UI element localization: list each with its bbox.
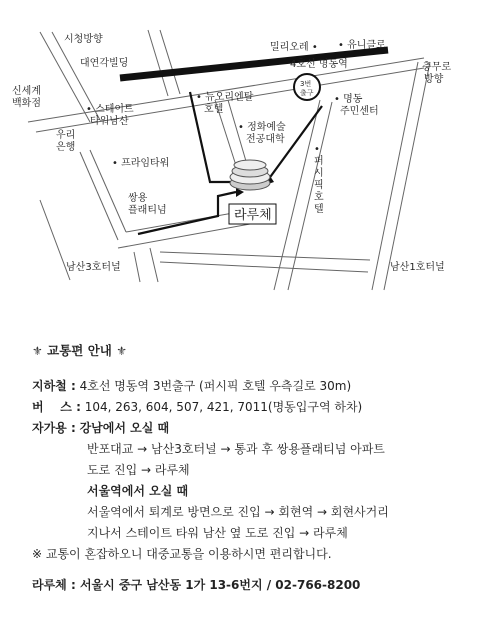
subway-text: 4호선 명동역 3번출구 (퍼시픽 호텔 우측길로 30m) (79, 379, 352, 393)
chungmuro-label: 충무로 (422, 62, 451, 73)
namsan1-label: 남산1호터널 (390, 262, 445, 273)
svg-text:호: 호 (314, 192, 324, 203)
chungmuro-label-2: 방향 (424, 74, 444, 85)
svg-text:퍼: 퍼 (314, 156, 324, 167)
seoul-line1: 서울역에서 퇴계로 방면으로 진입 → 회현역 → 회현사거리 (87, 505, 389, 519)
woori-label-2: 은행 (56, 142, 76, 153)
jeonghwa-label-2: 전공대학 (246, 134, 285, 145)
new-orient-label: • 뉴오리엔탈 (196, 92, 254, 103)
address-label: 라루체 : (32, 578, 76, 592)
fleur-icon: ⚜ (32, 344, 43, 358)
exit3-label-b: 출구 (300, 89, 314, 97)
prime-tower-label: • 프라임타워 (112, 158, 170, 169)
directions-header (32, 340, 472, 362)
state-tower-label: • 스테이트 (86, 104, 134, 115)
bus-row (32, 397, 472, 418)
myeongdong-center-label: • 명동 (334, 94, 363, 105)
bus-label: 버 스 : (32, 400, 81, 414)
gangnam-heading: 강남에서 오실 때 (79, 421, 170, 435)
myeongdong-center-label-2: 주민센터 (340, 106, 379, 117)
subway-label: 지하철 : (32, 379, 76, 393)
namsan3-label: 남산3호터널 (66, 262, 121, 273)
jeonghwa-label: • 정화예술 (238, 122, 286, 133)
seoul-line2: 지나서 스테이트 타워 남산 옆 도로 진입 → 라루체 (87, 526, 348, 540)
svg-text:픽: 픽 (314, 180, 324, 191)
bus-text: 104, 263, 604, 507, 421, 7011(명동입구역 하차) (84, 400, 363, 414)
millioré-label: 밀리오레 • (270, 42, 318, 53)
larouche-label: 라루체 (234, 208, 272, 223)
gangnam-line1: 반포대교 → 남산3호터널 → 통과 후 쌍용플래티넘 아파트 (87, 442, 385, 456)
car-label: 자가용 : (32, 421, 76, 435)
directions-title: 교통편 안내 (47, 343, 112, 358)
shinsegae-label-2: 백화점 (12, 98, 41, 109)
pacific-hotel-label (314, 144, 324, 215)
state-tower-label-2: 타워남산 (90, 116, 129, 127)
new-orient-label-2: 호텔 (204, 104, 224, 115)
city-hall-direction: 시청방향 (64, 34, 103, 45)
car-row (32, 418, 472, 439)
address-text: 서울시 중구 남산동 1가 13-6번지 / 02-766-8200 (79, 578, 361, 592)
svg-text:시: 시 (314, 168, 324, 179)
seoul-heading: 서울역에서 오실 때 (87, 484, 189, 498)
line4-label: 4호선 명동역 (290, 59, 348, 70)
address-row (32, 575, 472, 596)
svg-text:텔: 텔 (314, 204, 324, 215)
exit3-label-a: 3번 (300, 80, 312, 88)
gangnam-line2: 도로 진입 → 라루체 (87, 463, 190, 477)
directions-panel (32, 340, 472, 596)
uniqlo-label: • 유니클로 (338, 40, 386, 51)
ssangyong-label-2: 플래티넘 (128, 205, 167, 216)
subway-row (32, 376, 472, 397)
fleur-icon: ⚜ (116, 344, 127, 358)
svg-text:•: • (314, 144, 320, 155)
location-map (0, 0, 480, 300)
daeyeongak-label: 대연각빌딩 (80, 58, 129, 69)
traffic-note: ※ 교통이 혼잡하오니 대중교통을 이용하시면 편리합니다. (32, 547, 332, 561)
shinsegae-label: 신세계 (12, 86, 41, 97)
larouche-building-icon (230, 160, 270, 190)
ssangyong-label: 쌍용 (128, 193, 148, 204)
woori-label: 우리 (56, 130, 76, 141)
